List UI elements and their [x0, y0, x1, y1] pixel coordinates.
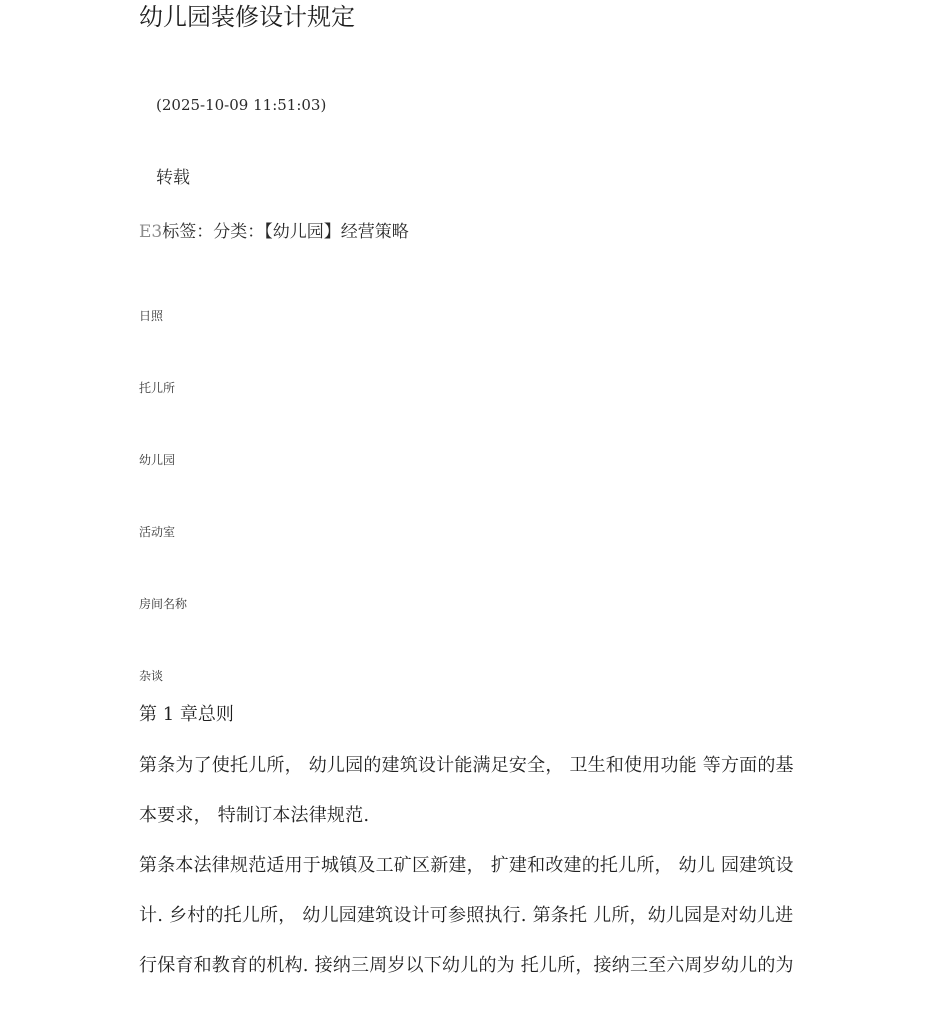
- chapter-heading: 第 1 章总则: [139, 704, 234, 725]
- tag-category-text: 标签：分类：【幼儿园】经营策略: [162, 222, 409, 242]
- tag-line: [139, 220, 409, 244]
- repost-label: 转载: [156, 168, 190, 188]
- tag-prefix: E3: [139, 222, 163, 242]
- body-text-line: 行保育和教育的机构. 接纳三周岁以下幼儿的为 托儿所，接纳三至六周岁幼儿的为: [139, 955, 794, 976]
- tag-item: 托儿所: [139, 381, 176, 395]
- tag-item: 房间名称: [139, 597, 188, 611]
- tag-item: 日照: [139, 309, 164, 323]
- tag-item: 活动室: [139, 525, 176, 539]
- page-title: 幼儿园装修设计规定: [139, 3, 355, 31]
- body-text-line: 计. 乡村的托儿所， 幼儿园建筑设计可参照执行. 第条托 儿所，幼儿园是对幼儿进: [139, 905, 794, 926]
- tag-item: 幼儿园: [139, 453, 176, 467]
- body-text-line: 本要求， 特制订本法律规范.: [139, 805, 370, 826]
- tag-item: 杂谈: [139, 669, 164, 683]
- body-text-line: 第条为了使托儿所， 幼儿园的建筑设计能满足安全， 卫生和使用功能 等方面的基: [139, 755, 794, 776]
- post-timestamp: (2025-10-09 11:51:03): [156, 96, 327, 114]
- body-text-line: 第条本法律规范适用于城镇及工矿区新建， 扩建和改建的托儿所， 幼儿 园建筑设: [139, 855, 794, 876]
